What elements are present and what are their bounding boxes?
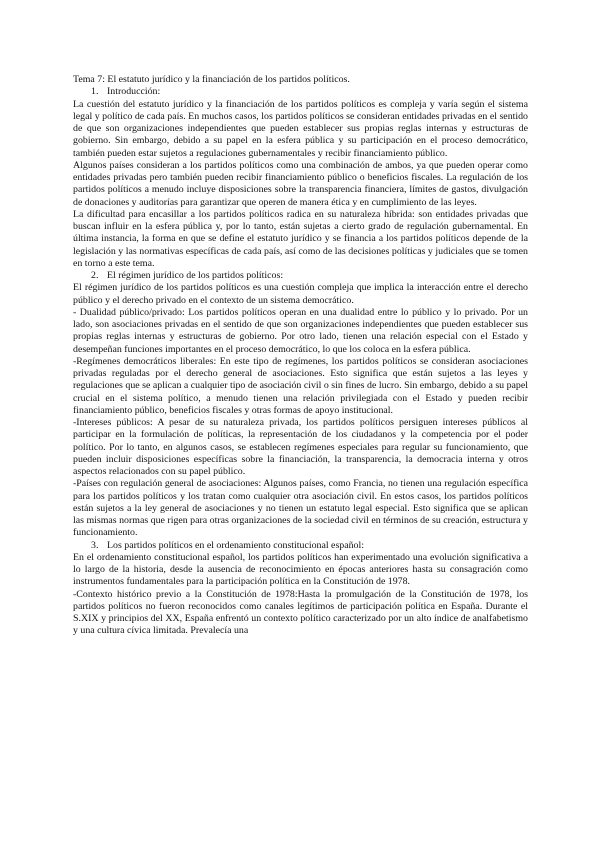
section-heading-label: Introducción: <box>107 86 161 98</box>
section-heading-label: El régimen jurídico de los partidos políticos: <box>107 270 284 281</box>
section-heading-ordenamiento-espanol <box>73 540 528 552</box>
paragraph: En el ordenamiento constitucional español, los partidos políticos han experimentado una evolución significativa a lo largo de la historia, desde la ausencia de reconocimiento en épocas anteriores hasta su consagración como instrumentos fundamentales para la participación política en la Constitución de 1978. <box>73 551 528 588</box>
paragraph: La cuestión del estatuto jurídico y la financiación de los partidos políticos es compleja y varía según el sistema legal y político de cada país. En muchos casos, los partidos políticos se consideran entidades privadas en el sentido de que son organizaciones independientes que pueden establecer sus propias reglas internas y estructuras de gobierno. Sin embargo, debido a su papel en la esfera pública y su participación en el proceso democrático, también pueden estar sujetos a regulaciones gubernamentales y recibir financiamiento público. <box>73 98 528 159</box>
paragraph: - Dualidad público/privado: Los partidos políticos operan en una dualidad entre lo público y lo privado. Por un lado, son asociaciones privadas en el sentido de que son organizaciones independientes que pueden establecer sus propias reglas internas y estructuras de gobierno. Por otro lado, tienen una relación especial con el Estado y desempeñan funciones importantes en el proceso democrático, lo que los coloca en la esfera pública. <box>73 306 528 355</box>
document-title: Tema 7: El estatuto jurídico y la financiación de los partidos políticos. <box>73 74 350 85</box>
document-page <box>73 74 528 638</box>
paragraph: La dificultad para encasillar a los partidos políticos radica en su naturaleza híbrida: son entidades privadas que buscan influir en la esfera pública y, por lo tanto, están sujetas a cierto grado de regulación gubernamental. En última instancia, la forma en que se define el estatuto jurídico y se financia a los partidos políticos depende de la legislación y las normativas específicas de cada país, así como de las decisiones políticas y judiciales que se tomen en torno a este tema. <box>73 208 528 269</box>
section-number: 2. <box>91 270 99 281</box>
paragraph: -Intereses públicos: A pesar de su naturaleza privada, los partidos políticos persiguen intereses públicos al participar en la formulación de políticas, la representación de los ciudadanos y la competencia por el poder político. Por lo tanto, en algunos casos, se establecen regímenes especiales para regular su funcionamiento, que pueden incluir disposiciones específicas sobre la financiación, la transparencia, la democracia interna y otros aspectos relacionados con su papel público. <box>73 417 528 477</box>
paragraph: -Contexto histórico previo a la Constitución de 1978:Hasta la promulgación de la Constitución de 1978, los partidos políticos no fueron reconocidos como canales legítimos de participación política en España. Durante el S.XIX y principios del XX, España enfrentó un contexto político caracterizado por un alto índice de analfabetismo y una cultura cívica limitada. Prevalecía una <box>73 588 528 637</box>
section-heading-label: Los partidos políticos en el ordenamiento constitucional español: <box>107 539 364 551</box>
section-number: 1. <box>91 86 99 98</box>
paragraph: -Países con regulación general de asociaciones: Algunos países, como Francia, no tienen una regulación específica para los partidos políticos y los tratan como cualquier otra asociación civil. En estos casos, los partidos políticos están sujetos a la ley general de asociaciones y no tienen un estatuto legal especial. Esto significa que se aplican las mismas normas que rigen para otras organizaciones de la sociedad civil en términos de su creación, estructura y funcionamiento. <box>73 478 528 539</box>
paragraph: Algunos países consideran a los partidos políticos como una combinación de ambos, ya que pueden operar como entidades privadas pero también pueden recibir financiamiento público o beneficios fiscales. La regulación de los partidos políticos a menudo incluye disposiciones sobre la transparencia financiera, límites de gastos, divulgación de donaciones y auditorías para garantizar que operen de manera ética y en cumplimiento de las leyes. <box>73 159 528 208</box>
section-heading-regimen-juridico <box>73 270 528 282</box>
section-heading-introduccion <box>73 86 528 98</box>
paragraph: El régimen jurídico de los partidos políticos es una cuestión compleja que implica la interacción entre el derecho público y el derecho privado en el contexto de un sistema democrático. <box>73 282 528 306</box>
paragraph: -Regímenes democráticos liberales: En este tipo de regímenes, los partidos políticos se consideran asociaciones privadas reguladas por el derecho general de asociaciones. Esto significa que están sujetos a las leyes y regulaciones que se aplican a cualquier tipo de asociación civil o sin fines de lucro. Sin embargo, debido a su papel crucial en el sistema político, a menudo tienen una relación privilegiada con el Estado y pueden recibir financiamiento público, beneficios fiscales y otras formas de apoyo institucional. <box>73 355 528 416</box>
section-number: 3. <box>91 539 99 551</box>
